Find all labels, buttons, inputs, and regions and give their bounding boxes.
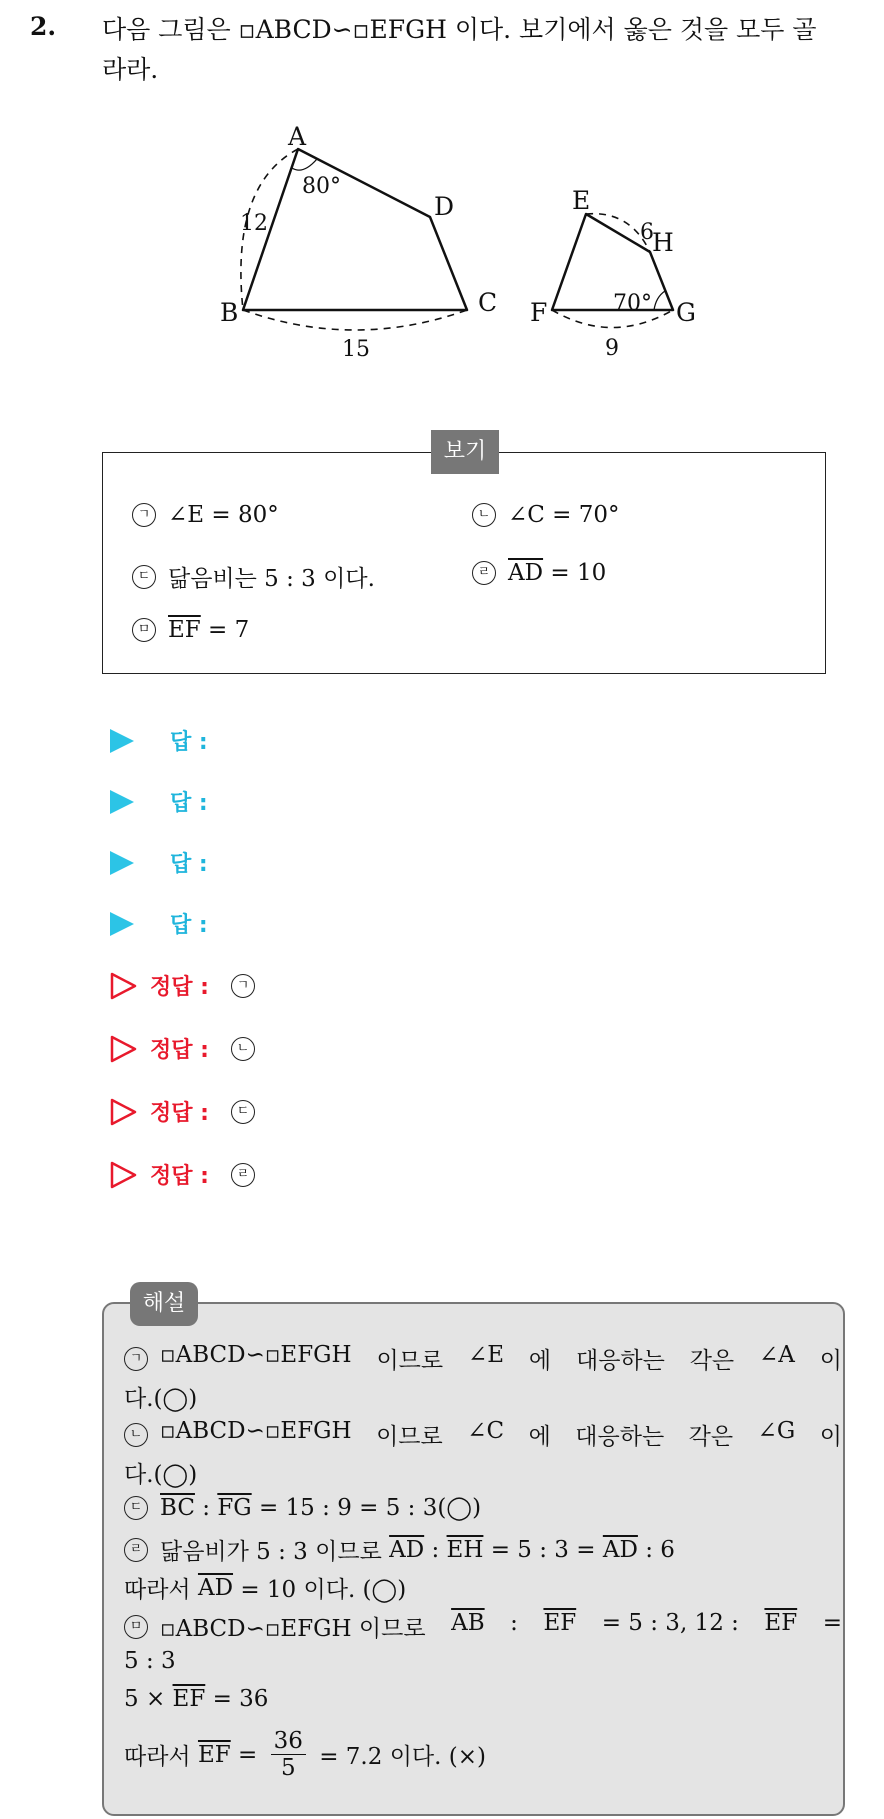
question-line-2: 라라. bbox=[102, 55, 159, 84]
bogi-option-3 bbox=[132, 560, 375, 593]
fraction-denominator: 5 bbox=[280, 1755, 296, 1781]
word: 각은 bbox=[688, 1424, 734, 1450]
angle-mark-g bbox=[654, 291, 665, 310]
bogi-option-4 bbox=[472, 560, 606, 586]
correct-label: 정답 : bbox=[150, 1038, 209, 1063]
text: = 10 이다. (◯) bbox=[233, 1577, 407, 1603]
segment-bc: $\overline{BC}$ bbox=[160, 1495, 195, 1521]
angle-g-value: 70° bbox=[613, 291, 652, 316]
word: 에 bbox=[528, 1348, 552, 1374]
length-ab: 12 bbox=[240, 211, 268, 236]
colon: : bbox=[424, 1536, 447, 1563]
length-eh: 6 bbox=[640, 220, 654, 245]
text: = 5 : 3 = bbox=[483, 1536, 603, 1563]
bogi-option-2 bbox=[472, 502, 620, 528]
quad-abcd bbox=[243, 149, 467, 310]
word: ∠A bbox=[759, 1342, 795, 1368]
item-mark: ㅁ bbox=[124, 1615, 148, 1639]
word: 에 bbox=[528, 1424, 551, 1450]
angle-a-value: 80° bbox=[302, 174, 341, 199]
outline-triangle-icon bbox=[110, 1035, 138, 1063]
answer-row-2 bbox=[110, 786, 208, 817]
answer-row-4 bbox=[110, 908, 208, 939]
word: 이 bbox=[819, 1348, 842, 1374]
word: 이므로 bbox=[376, 1424, 443, 1450]
explanation-line-3 bbox=[124, 1418, 842, 1451]
answer-label: 답 : bbox=[170, 852, 208, 877]
answer-label: 답 : bbox=[170, 913, 208, 938]
word: ∠G bbox=[757, 1418, 796, 1444]
question-line-1: 다음 그림은 ▫ABCD∽▫EFGH 이다. 보기에서 옳은 것을 모두 골 bbox=[102, 15, 817, 44]
answer-row-3 bbox=[110, 847, 208, 878]
segment-ef: $\overline{EF}$ bbox=[168, 617, 201, 643]
outline-triangle-icon bbox=[110, 1161, 138, 1189]
option-text: ∠E = 80° bbox=[168, 502, 279, 528]
correct-label: 정답 : bbox=[150, 1101, 209, 1126]
correct-row-4 bbox=[110, 1159, 267, 1190]
correct-row-3 bbox=[110, 1096, 267, 1127]
label-h: H bbox=[652, 228, 674, 257]
option-mark: ㄱ bbox=[132, 503, 156, 527]
play-icon bbox=[110, 912, 134, 936]
correct-mark: ㄱ bbox=[231, 974, 255, 998]
explanation-line-2: 다.(◯) bbox=[124, 1386, 198, 1412]
word: ∠E bbox=[467, 1342, 505, 1368]
item-mark: ㄴ bbox=[124, 1423, 148, 1447]
play-icon bbox=[110, 851, 134, 875]
segment-ad: $\overline{AD}$ bbox=[197, 1574, 234, 1601]
justified-line bbox=[160, 1610, 842, 1643]
word: 이 bbox=[819, 1424, 842, 1450]
option-mark: ㅁ bbox=[132, 618, 156, 642]
word: 이므로 bbox=[376, 1348, 444, 1374]
correct-mark: ㄷ bbox=[231, 1100, 255, 1124]
text: = 36 bbox=[205, 1686, 269, 1712]
text: 따라서 bbox=[124, 1744, 198, 1770]
option-mark: ㄷ bbox=[132, 565, 156, 589]
explanation-line-8 bbox=[124, 1610, 842, 1643]
segment-ab: $\overline{AB}$ bbox=[451, 1610, 485, 1636]
answer-label: 답 : bbox=[170, 791, 208, 816]
equals: = bbox=[230, 1741, 265, 1768]
label-d: D bbox=[434, 192, 455, 221]
correct-row-2 bbox=[110, 1033, 267, 1064]
length-fg: 9 bbox=[605, 336, 619, 361]
fraction-numerator: 36 bbox=[271, 1728, 306, 1755]
item-mark: ㄷ bbox=[124, 1496, 148, 1520]
segment-ef: $\overline{EF}$ bbox=[764, 1610, 798, 1636]
word: 대응하는 bbox=[575, 1424, 665, 1450]
explanation-line-4: 다.(◯) bbox=[124, 1462, 198, 1488]
arc-bc bbox=[243, 310, 467, 330]
angle-mark-a bbox=[292, 159, 317, 170]
option-text: = 7 bbox=[200, 617, 250, 643]
option-text: 닮음비는 5 : 3 이다. bbox=[168, 566, 375, 592]
option-text: ∠C = 70° bbox=[508, 502, 620, 528]
item-mark: ㄱ bbox=[124, 1347, 148, 1371]
equals: = bbox=[822, 1610, 842, 1636]
explanation-title: 해설 bbox=[130, 1282, 198, 1326]
bogi-option-5 bbox=[132, 617, 249, 643]
explanation-line-9: 5 : 3 bbox=[124, 1648, 176, 1674]
explanation-line-1 bbox=[124, 1342, 842, 1375]
segment-ad: $\overline{AD}$ bbox=[389, 1536, 425, 1563]
segment-ef: $\overline{EF}$ bbox=[197, 1741, 231, 1768]
label-e: E bbox=[572, 186, 591, 215]
colon: : bbox=[510, 1610, 518, 1636]
label-g: G bbox=[676, 298, 696, 327]
answer-label: 답 : bbox=[170, 730, 208, 755]
text: 닮음비가 5 : 3 이므로 bbox=[160, 1539, 390, 1565]
text: 따라서 bbox=[124, 1577, 198, 1603]
answer-row-1 bbox=[110, 725, 208, 756]
text: ▫ABCD∽▫EFGH 이므로 bbox=[160, 1616, 426, 1642]
label-c: C bbox=[478, 288, 498, 317]
correct-mark: ㄴ bbox=[231, 1037, 255, 1061]
segment-eh: $\overline{EH}$ bbox=[446, 1536, 484, 1563]
explanation-line-6 bbox=[124, 1533, 675, 1566]
length-bc: 15 bbox=[342, 337, 370, 362]
option-mark: ㄴ bbox=[472, 503, 496, 527]
explanation-line-10 bbox=[124, 1686, 268, 1712]
play-icon bbox=[110, 729, 134, 753]
word: ▫ABCD∽▫EFGH bbox=[160, 1342, 352, 1368]
word: ∠C bbox=[467, 1418, 505, 1444]
correct-label: 정답 : bbox=[150, 975, 209, 1000]
question-text bbox=[102, 10, 862, 90]
segment-ad: $\overline{AD}$ bbox=[602, 1536, 638, 1563]
word: 대응하는 bbox=[575, 1348, 665, 1374]
label-b: B bbox=[220, 298, 239, 327]
text: = 7.2 이다. (×) bbox=[311, 1744, 486, 1770]
segment-ad: $\overline{AD}$ bbox=[508, 560, 544, 586]
question-number: 2. bbox=[30, 12, 57, 41]
segment-fg: $\overline{FG}$ bbox=[217, 1495, 252, 1521]
outline-triangle-icon bbox=[110, 1098, 138, 1126]
fraction bbox=[271, 1728, 306, 1781]
play-icon bbox=[110, 790, 134, 814]
correct-row-1 bbox=[110, 970, 267, 1001]
text: : 6 bbox=[637, 1536, 675, 1563]
item-mark: ㄹ bbox=[124, 1538, 148, 1562]
bogi-option-1 bbox=[132, 502, 279, 528]
word: ▫ABCD∽▫EFGH bbox=[160, 1418, 352, 1444]
text: 5 × bbox=[124, 1686, 173, 1712]
colon: : bbox=[194, 1495, 218, 1521]
outline-triangle-icon bbox=[110, 972, 138, 1000]
bogi-title: 보기 bbox=[431, 430, 499, 474]
label-a: A bbox=[288, 122, 307, 151]
correct-label: 정답 : bbox=[150, 1164, 209, 1189]
explanation-line-5 bbox=[124, 1495, 481, 1521]
option-mark: ㄹ bbox=[472, 561, 496, 585]
word: 각은 bbox=[689, 1348, 735, 1374]
justified-line bbox=[160, 1342, 842, 1375]
quadrilateral-figure bbox=[200, 115, 720, 365]
correct-mark: ㄹ bbox=[231, 1163, 255, 1187]
option-text: = 10 bbox=[543, 560, 607, 586]
equation-rest: = 15 : 9 = 5 : 3(◯) bbox=[251, 1495, 482, 1521]
text: = 5 : 3, 12 : bbox=[601, 1610, 739, 1636]
label-f: F bbox=[530, 298, 548, 327]
explanation-line-7 bbox=[124, 1571, 406, 1604]
explanation-line-11 bbox=[124, 1728, 486, 1781]
segment-ef: $\overline{EF}$ bbox=[172, 1686, 206, 1712]
justified-line bbox=[160, 1418, 842, 1451]
segment-ef: $\overline{EF}$ bbox=[543, 1610, 577, 1636]
